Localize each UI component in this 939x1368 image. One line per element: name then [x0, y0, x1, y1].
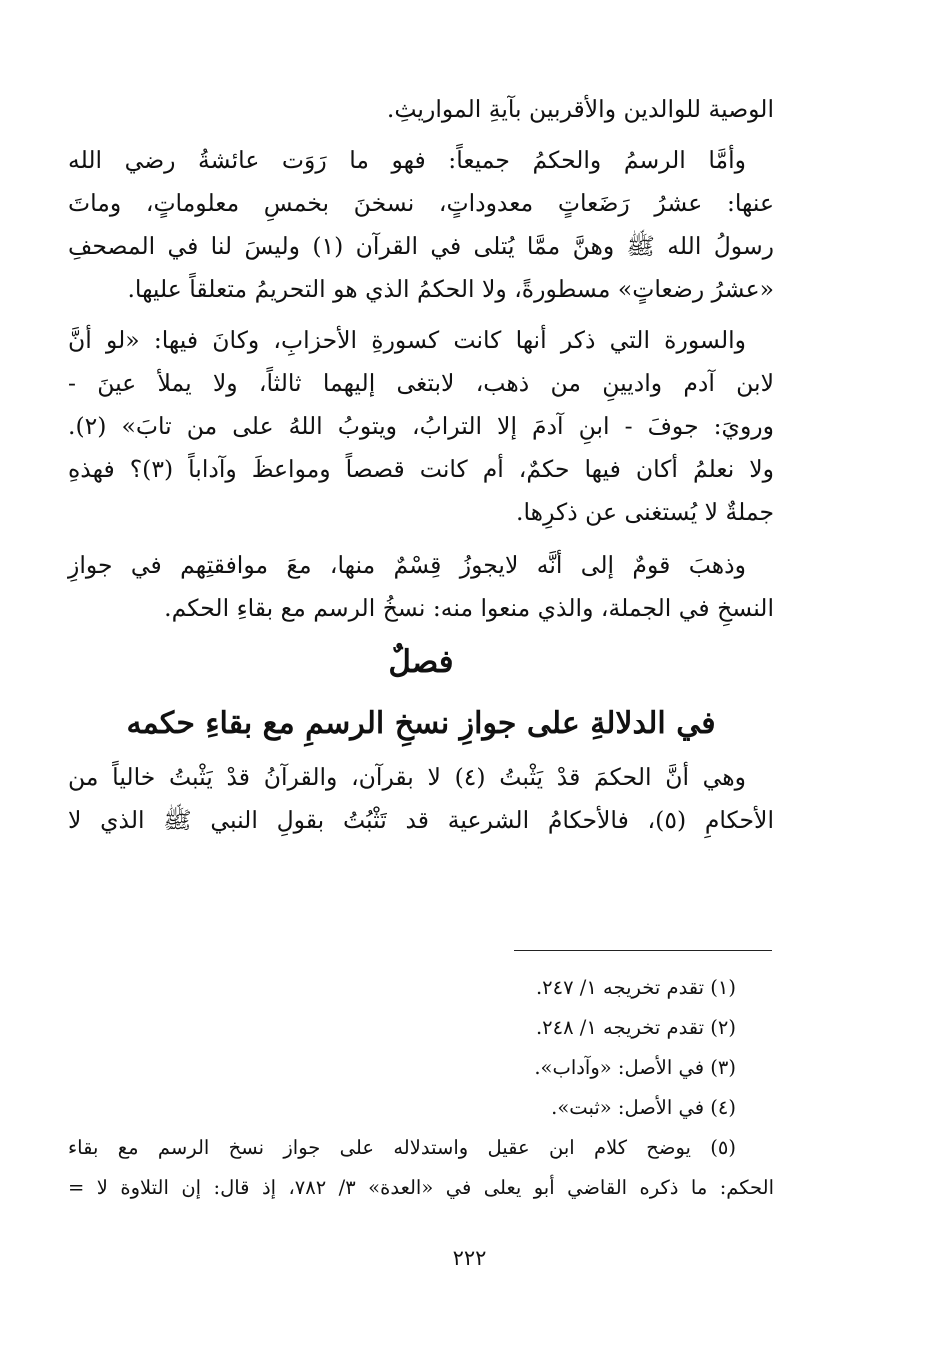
paragraph-4 [68, 544, 774, 630]
paragraph-3 [68, 319, 774, 534]
section-heading: في الدلالةِ على جوازِ نسخِ الرسمِ مع بقاءِ حكمه [126, 706, 716, 741]
text-line: وذهبَ قومٌ إلى أنَّه لايجوزُ قِسْمٌ منها، معَ موافقتِهم في جوازِ [68, 551, 746, 579]
text-line: لابن آدم واديينِ من ذهب، لابتغى إليهما ثالثاً، ولا يملأ عينَ - [68, 369, 774, 397]
footnote-1: (١) تقدم تخريجه ١/ ٢٤٧. [535, 976, 736, 999]
text-line: الأحكامِ (٥)، فالأحكامُ الشرعية قد تَثْبُتُ بقولِ النبي ﷺ الذي لا [68, 806, 774, 834]
footnote-2: (٢) تقدم تخريجه ١/ ٢٤٨. [535, 1016, 736, 1039]
text-line: ولا نعلمُ أكان فيها حكمٌ، أم كانت قصصاً ومواعظَ وآداباً (٣)؟ فهذهِ [68, 455, 774, 483]
footnote-3: (٣) في الأصل: «وآداب». [534, 1056, 736, 1079]
fasl-title: فصلٌ [388, 644, 454, 680]
text-line: جملةٌ لا يُستغنى عن ذكرِها. [516, 498, 774, 526]
text-line: «عشرُ رضعاتٍ» مسطورةً، ولا الحكمُ الذي هو التحريمُ متعلقاً عليها. [127, 275, 774, 303]
footnotes [68, 968, 774, 1208]
text-line: النسخِ في الجملة، والذي منعوا منه: نسخُ الرسم مع بقاءِ الحكم. [164, 594, 774, 622]
text-line: وهي أنَّ الحكمَ قدْ يَثْبتُ (٤) لا بقرآن، والقرآنُ قدْ يَثْبتُ خالياً من [68, 763, 746, 791]
text-line: والسورة التي ذكر أنها كانت كسورةِ الأحزابِ، وكانَ فيها: «لو أنَّ [68, 326, 746, 354]
paragraph-5 [68, 756, 774, 842]
text-line: رسولُ الله ﷺ وهنَّ ممَّا يُتلى في القرآن (١) وليسَ لنا في المصحفِ [68, 232, 774, 260]
paragraph-1 [68, 88, 774, 131]
footnote-5-continuation: الحكم: ما ذكره القاضي أبو يعلى في «العدة» ٣/ ٧٨٢، إذ قال: إن التلاوة لا = [68, 1176, 774, 1199]
text-line: وأمَّا الرسمُ والحكمُ جميعاً: فهو ما رَوَت عائشةُ رضي الله [68, 146, 746, 174]
page-body [68, 88, 774, 842]
paragraph-2 [68, 139, 774, 311]
footnote-4: (٤) في الأصل: «ثبت». [551, 1096, 736, 1119]
text-line: عنها: عشرُ رَضَعاتٍ معدوداتٍ، نسخنَ بخمسِ معلوماتٍ، وماتَ [68, 189, 774, 217]
text-line: ورويَ: جوفَ - ابنِ آدمَ إلا الترابُ، ويتوبُ اللهُ على من تابَ» (٢). [68, 412, 774, 440]
text-line: الوصية للوالدين والأقربين بآيةِ المواريثِ. [386, 95, 774, 123]
page-number: ٢٢٢ [452, 1246, 487, 1270]
footnote-divider [514, 950, 772, 951]
footnote-5: (٥) يوضح كلام ابن عقيل واستدلاله على جواز نسخ الرسم مع بقاء [68, 1136, 736, 1159]
